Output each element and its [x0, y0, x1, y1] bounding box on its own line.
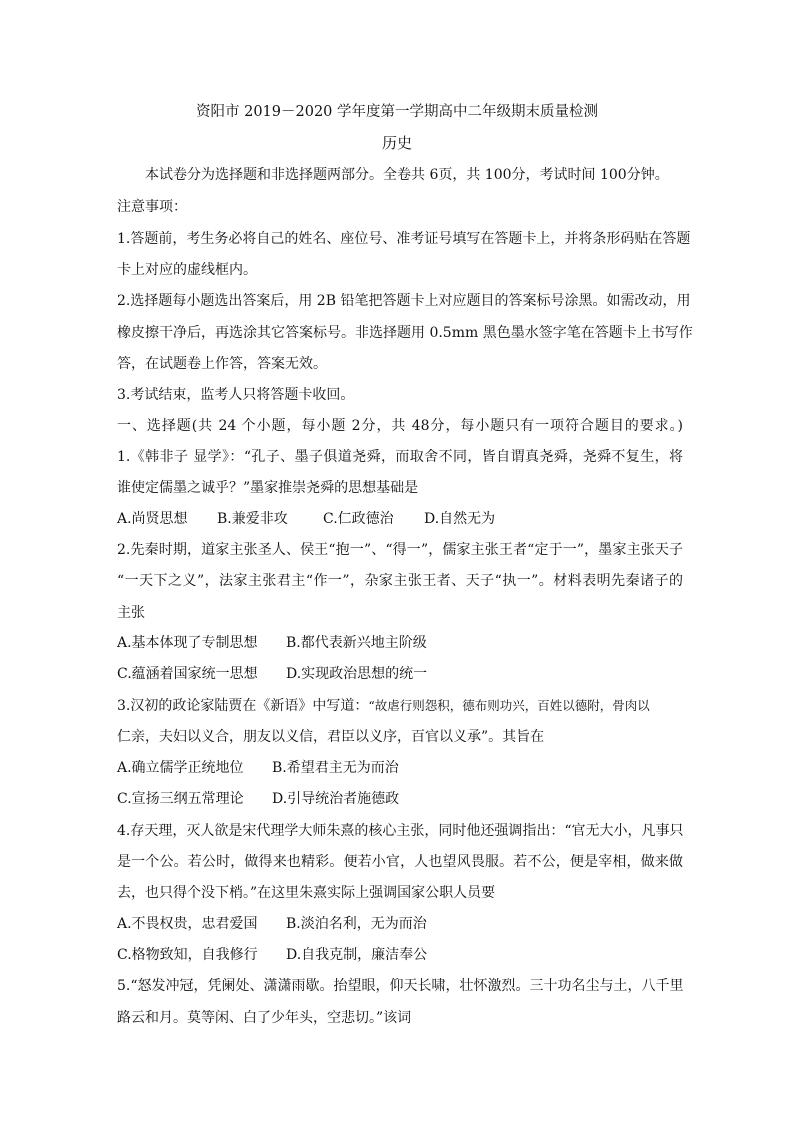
question-4-line-3: 去，也只得个没下梢。”在这里朱熹实际上强调国家公职人员要 — [117, 885, 496, 901]
question-4-line-1: 4.存天理，灭人欲是宋代理学大师朱熹的核心主张，同时他还强调指出：“官无大小，凡事只 — [117, 823, 684, 839]
question-2-option-d: D.实现政治思想的统一 — [286, 666, 428, 682]
question-4-option-d: D.自我克制，廉洁奉公 — [286, 947, 428, 963]
exam-intro: 本试卷分为选择题和非选择题两部分。全卷共 6页，共 100分，考试时间 100分钟。 — [145, 167, 669, 183]
question-2-line-2: “一天下之义”，法家主张君主“作一”，杂家主张王者、天子“执一”。材料表明先秦诸子的 — [117, 573, 683, 589]
exam-title: 资阳市 2019－2020 学年度第一学期高中二年级期末质量检测 — [195, 104, 599, 120]
subject-title: 历史 — [381, 134, 412, 152]
notice-item-2-line-3: 答，在试题卷上作答，答案无效。 — [117, 356, 327, 372]
question-4-option-c: C.格物致知，自我修行 — [117, 947, 258, 963]
question-1-option-c: C.仁政德治 — [323, 511, 394, 527]
question-1-option-b: B.兼爱非攻 — [217, 511, 288, 527]
notice-item-3: 3.考试结束，监考人只将答题卡收回。 — [117, 387, 355, 403]
question-2-line-1: 2.先秦时期，道家主张圣人、侯王“抱一”、“得一”，儒家主张王者“定于一”，墨家主张天子 — [117, 542, 683, 558]
question-3-option-a: A.确立儒学正统地位 — [117, 760, 244, 776]
question-2-line-3: 主张 — [117, 605, 145, 621]
question-1-option-a: A.尚贤思想 — [117, 511, 188, 527]
question-1-line-1: 1.《韩非子 显学》：“孔子、墨子俱道尧舜，而取舍不同，皆自谓真尧舜，尧舜不复生，将 — [117, 449, 683, 465]
notice-heading: 注意事项： — [117, 199, 187, 215]
section-1-heading: 一、选择题(共 24 个小题，每小题 2分，共 48分，每小题只有一项符合题目的要求。) — [117, 418, 683, 434]
notice-item-2-line-1: 2.选择题每小题选出答案后，用 2B 铅笔把答题卡上对应题目的答案标号涂黑。如需改动，用 — [117, 293, 691, 309]
question-5-line-2: 路云和月。莫等闲、白了少年头，空悲切。”该词 — [117, 1010, 412, 1026]
question-4-line-2: 是一个公。若公时，做得来也精彩。便若小官，人也望风畏服。若不公，便是宰相，做来做 — [117, 854, 683, 870]
question-4-option-a: A.不畏权贵，忠君爱国 — [117, 916, 258, 932]
question-2-option-a: A.基本体现了专制思想 — [117, 635, 258, 651]
notice-item-1-line-2: 卡上对应的虚线框内。 — [117, 262, 257, 278]
question-3-option-d: D.引导统治者施德政 — [272, 791, 400, 807]
notice-item-1-line-1: 1.答题前，考生务必将自己的姓名、座位号、准考证号填写在答题卡上，并将条形码贴在答题 — [117, 231, 691, 247]
question-3-line-2: 仁亲，夫妇以义合，朋友以义信，君臣以义序，百官以义承”。其旨在 — [117, 729, 545, 745]
question-1-line-2: 谁使定儒墨之诚乎？”墨家推崇尧舜的思想基础是 — [117, 480, 419, 496]
question-3-line-1 — [117, 697, 683, 715]
question-2-option-c: C.蕴涵着国家统一思想 — [117, 666, 258, 682]
question-3-stem: 3.汉初的政论家陆贾在《新语》中写道： — [117, 698, 369, 714]
question-5-line-1: 5.“怒发冲冠，凭阑处、潇潇雨歇。抬望眼，仰天长啸，壮怀激烈。三十功名尘与土，八千里 — [117, 978, 684, 994]
notice-item-2-line-2: 橡皮擦干净后，再选涂其它答案标号。非选择题用 0.5mm 黑色墨水签字笔在答题卡上书写作 — [117, 325, 693, 341]
question-4-option-b: B.淡泊名利，无为而治 — [286, 916, 427, 932]
question-3-option-c: C.宣扬三纲五常理论 — [117, 791, 244, 807]
question-3-quote: “故虐行则怨积，德布则功兴，百姓以德附，骨肉以 — [368, 698, 650, 713]
question-2-option-b: B.都代表新兴地主阶级 — [286, 635, 427, 651]
question-3-option-b: B.希望君主无为而治 — [272, 760, 399, 776]
question-1-option-d: D.自然无为 — [424, 511, 496, 527]
